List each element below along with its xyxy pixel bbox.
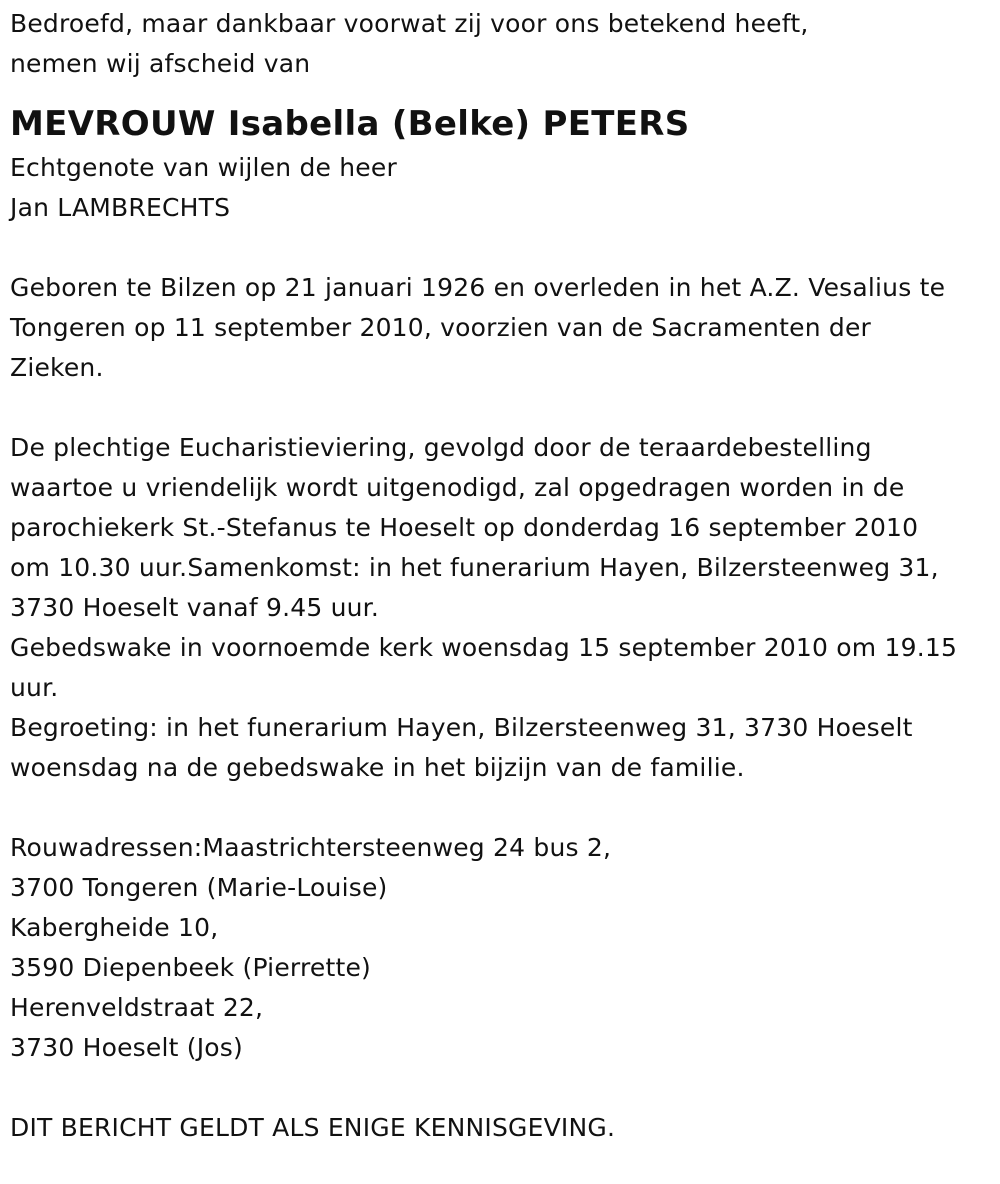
address-line: Kabergheide 10, [10,913,219,942]
addresses-paragraph [10,828,995,1068]
spacer [10,1068,995,1108]
spacer [10,228,995,268]
spouse-info [10,148,995,228]
ceremony-line: Gebedswake in voornoemde kerk woensdag 15 september 2010 om 19.15 [10,633,958,662]
birth-death-line: Zieken. [10,353,104,382]
ceremony-line: waartoe u vriendelijk wordt uitgenodigd, zal opgedragen worden in de [10,473,905,502]
birth-death-line: Geboren te Bilzen op 21 januari 1926 en overleden in het A.Z. Vesalius te [10,273,946,302]
intro-paragraph [10,4,995,84]
address-line: 3700 Tongeren (Marie-Louise) [10,873,388,902]
intro-line: nemen wij afscheid van [10,49,311,78]
ceremony-line: woensdag na de gebedswake in het bijzijn van de familie. [10,753,745,782]
birth-death-line: Tongeren op 11 september 2010, voorzien van de Sacramenten der [10,313,872,342]
spacer [10,788,995,828]
ceremony-line: De plechtige Eucharistieviering, gevolgd door de teraardebestelling [10,433,872,462]
ceremony-line: uur. [10,673,59,702]
ceremony-line: om 10.30 uur.Samenkomst: in het funerarium Hayen, Bilzersteenweg 31, [10,553,939,582]
ceremony-line: parochiekerk St.-Stefanus te Hoeselt op donderdag 16 september 2010 [10,513,919,542]
address-line: Rouwadressen:Maastrichtersteenweg 24 bus 2, [10,833,612,862]
spacer [10,388,995,428]
address-line: 3590 Diepenbeek (Pierrette) [10,953,371,982]
address-line: 3730 Hoeselt (Jos) [10,1033,243,1062]
spouse-line: Echtgenote van wijlen de heer [10,153,397,182]
address-line: Herenveldstraat 22, [10,993,264,1022]
ceremony-line: Begroeting: in het funerarium Hayen, Bilzersteenweg 31, 3730 Hoeselt [10,713,913,742]
closing-notice: DIT BERICHT GELDT ALS ENIGE KENNISGEVING. [10,1113,616,1142]
birth-death-paragraph [10,268,995,388]
intro-line: Bedroefd, maar dankbaar voorwat zij voor ons betekend heeft, [10,9,809,38]
ceremony-line: 3730 Hoeselt vanaf 9.45 uur. [10,593,380,622]
spouse-line: Jan LAMBRECHTS [10,193,231,222]
ceremony-paragraph [10,428,995,788]
obituary-document [10,4,995,1148]
deceased-name: MEVROUW Isabella (Belke) PETERS [10,104,690,144]
